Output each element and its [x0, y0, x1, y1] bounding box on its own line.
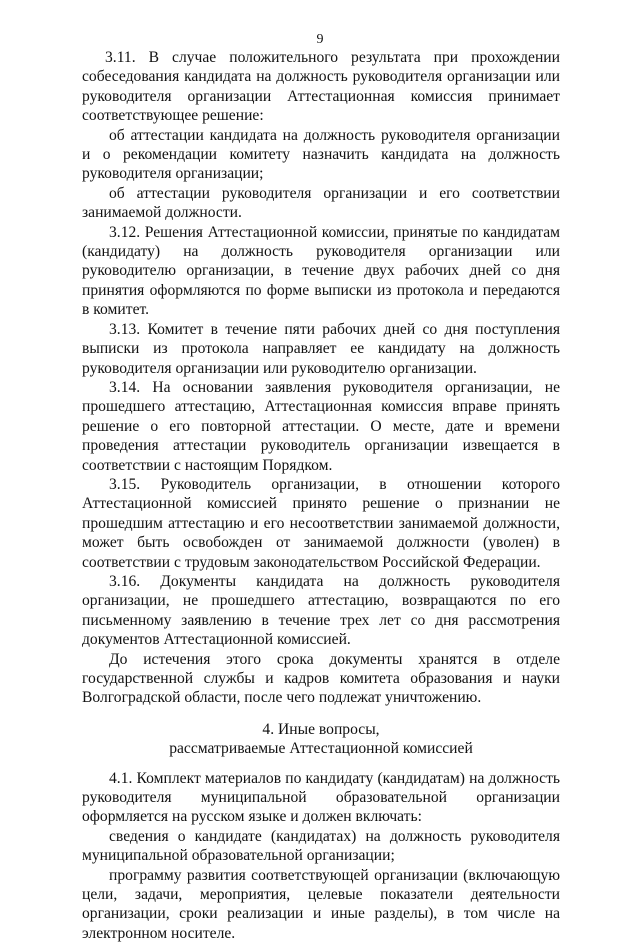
paragraph-storage-term: До истечения этого срока документы хранятся в отделе государственной службы и кадров комитета образования и науки Волгоградской области, после чего подлежат уничтожению. [82, 650, 560, 707]
paragraph-candidate-info: сведения о кандидате (кандидатах) на должность руководителя муниципальной образовательной организации; [82, 827, 560, 865]
section-heading-line-2: рассматриваемые Аттестационной комиссией [169, 740, 473, 758]
section-heading-line-1: 4. Иные вопросы, [262, 720, 380, 738]
paragraph-3-11: 3.11. В случае положительного результата при прохождении собеседования кандидата на должность руководителя организации или руководителя организации Аттестационная комиссия принимает соответствующее решение: [82, 49, 560, 125]
paragraph-attestation-head: об аттестации руководителя организации и его соответствии занимаемой должности. [82, 184, 560, 222]
paragraph-3-12: 3.12. Решения Аттестационной комиссии, принятые по кандидатам (кандидату) на должность руководителя организации или руководителю организации, в течение двух рабочих дней со дня принятия оформляются по форме выписки из протокола и передаются в комитет. [82, 223, 560, 319]
paragraph-development-program: программу развития соответствующей организации (включающую цели, задачи, мероприятия, целевые показатели деятельности организации, сроки реализации и иные разделы), в том числе на электронном носителе. [82, 866, 560, 942]
paragraph-3-16: 3.16. Документы кандидата на должность руководителя организации, не прошедшего аттестацию, возвращаются по его письменному заявлению в течение трех лет со дня рассмотрения документов Аттестационной комиссией. [82, 572, 560, 649]
paragraph-4-1: 4.1. Комплект материалов по кандидату (кандидатам) на должность руководителя муниципальной образовательной организации оформляется на русском языке и должен включать: [82, 769, 560, 826]
paragraph-3-15: 3.15. Руководитель организации, в отношении которого Аттестационной комиссией принято решение о признании не прошедшим аттестацию и его несоответствии занимаемой должности, может быть освобожден от занимаемой должности (уволен) в соответствии с трудовым законодательством Российской Федерации. [82, 475, 560, 571]
section-heading [82, 720, 560, 759]
paragraph-3-13: 3.13. Комитет в течение пяти рабочих дней со дня поступления выписки из протокола направляет ее кандидату на должность руководителя организации или руководителю организации. [82, 320, 560, 377]
page-number: 9 [316, 32, 324, 47]
paragraph-attestation-candidate: об аттестации кандидата на должность руководителя организации и о рекомендации комитету назначить кандидата на должность руководителя организации; [82, 126, 560, 183]
document-body [82, 48, 560, 943]
paragraph-3-14: 3.14. На основании заявления руководителя организации, не прошедшего аттестацию, Аттестационная комиссия вправе принять решение о его повторной аттестации. О месте, дате и времени проведения аттестации руководитель организации извещается в соответствии с настоящим Порядком. [82, 378, 560, 474]
